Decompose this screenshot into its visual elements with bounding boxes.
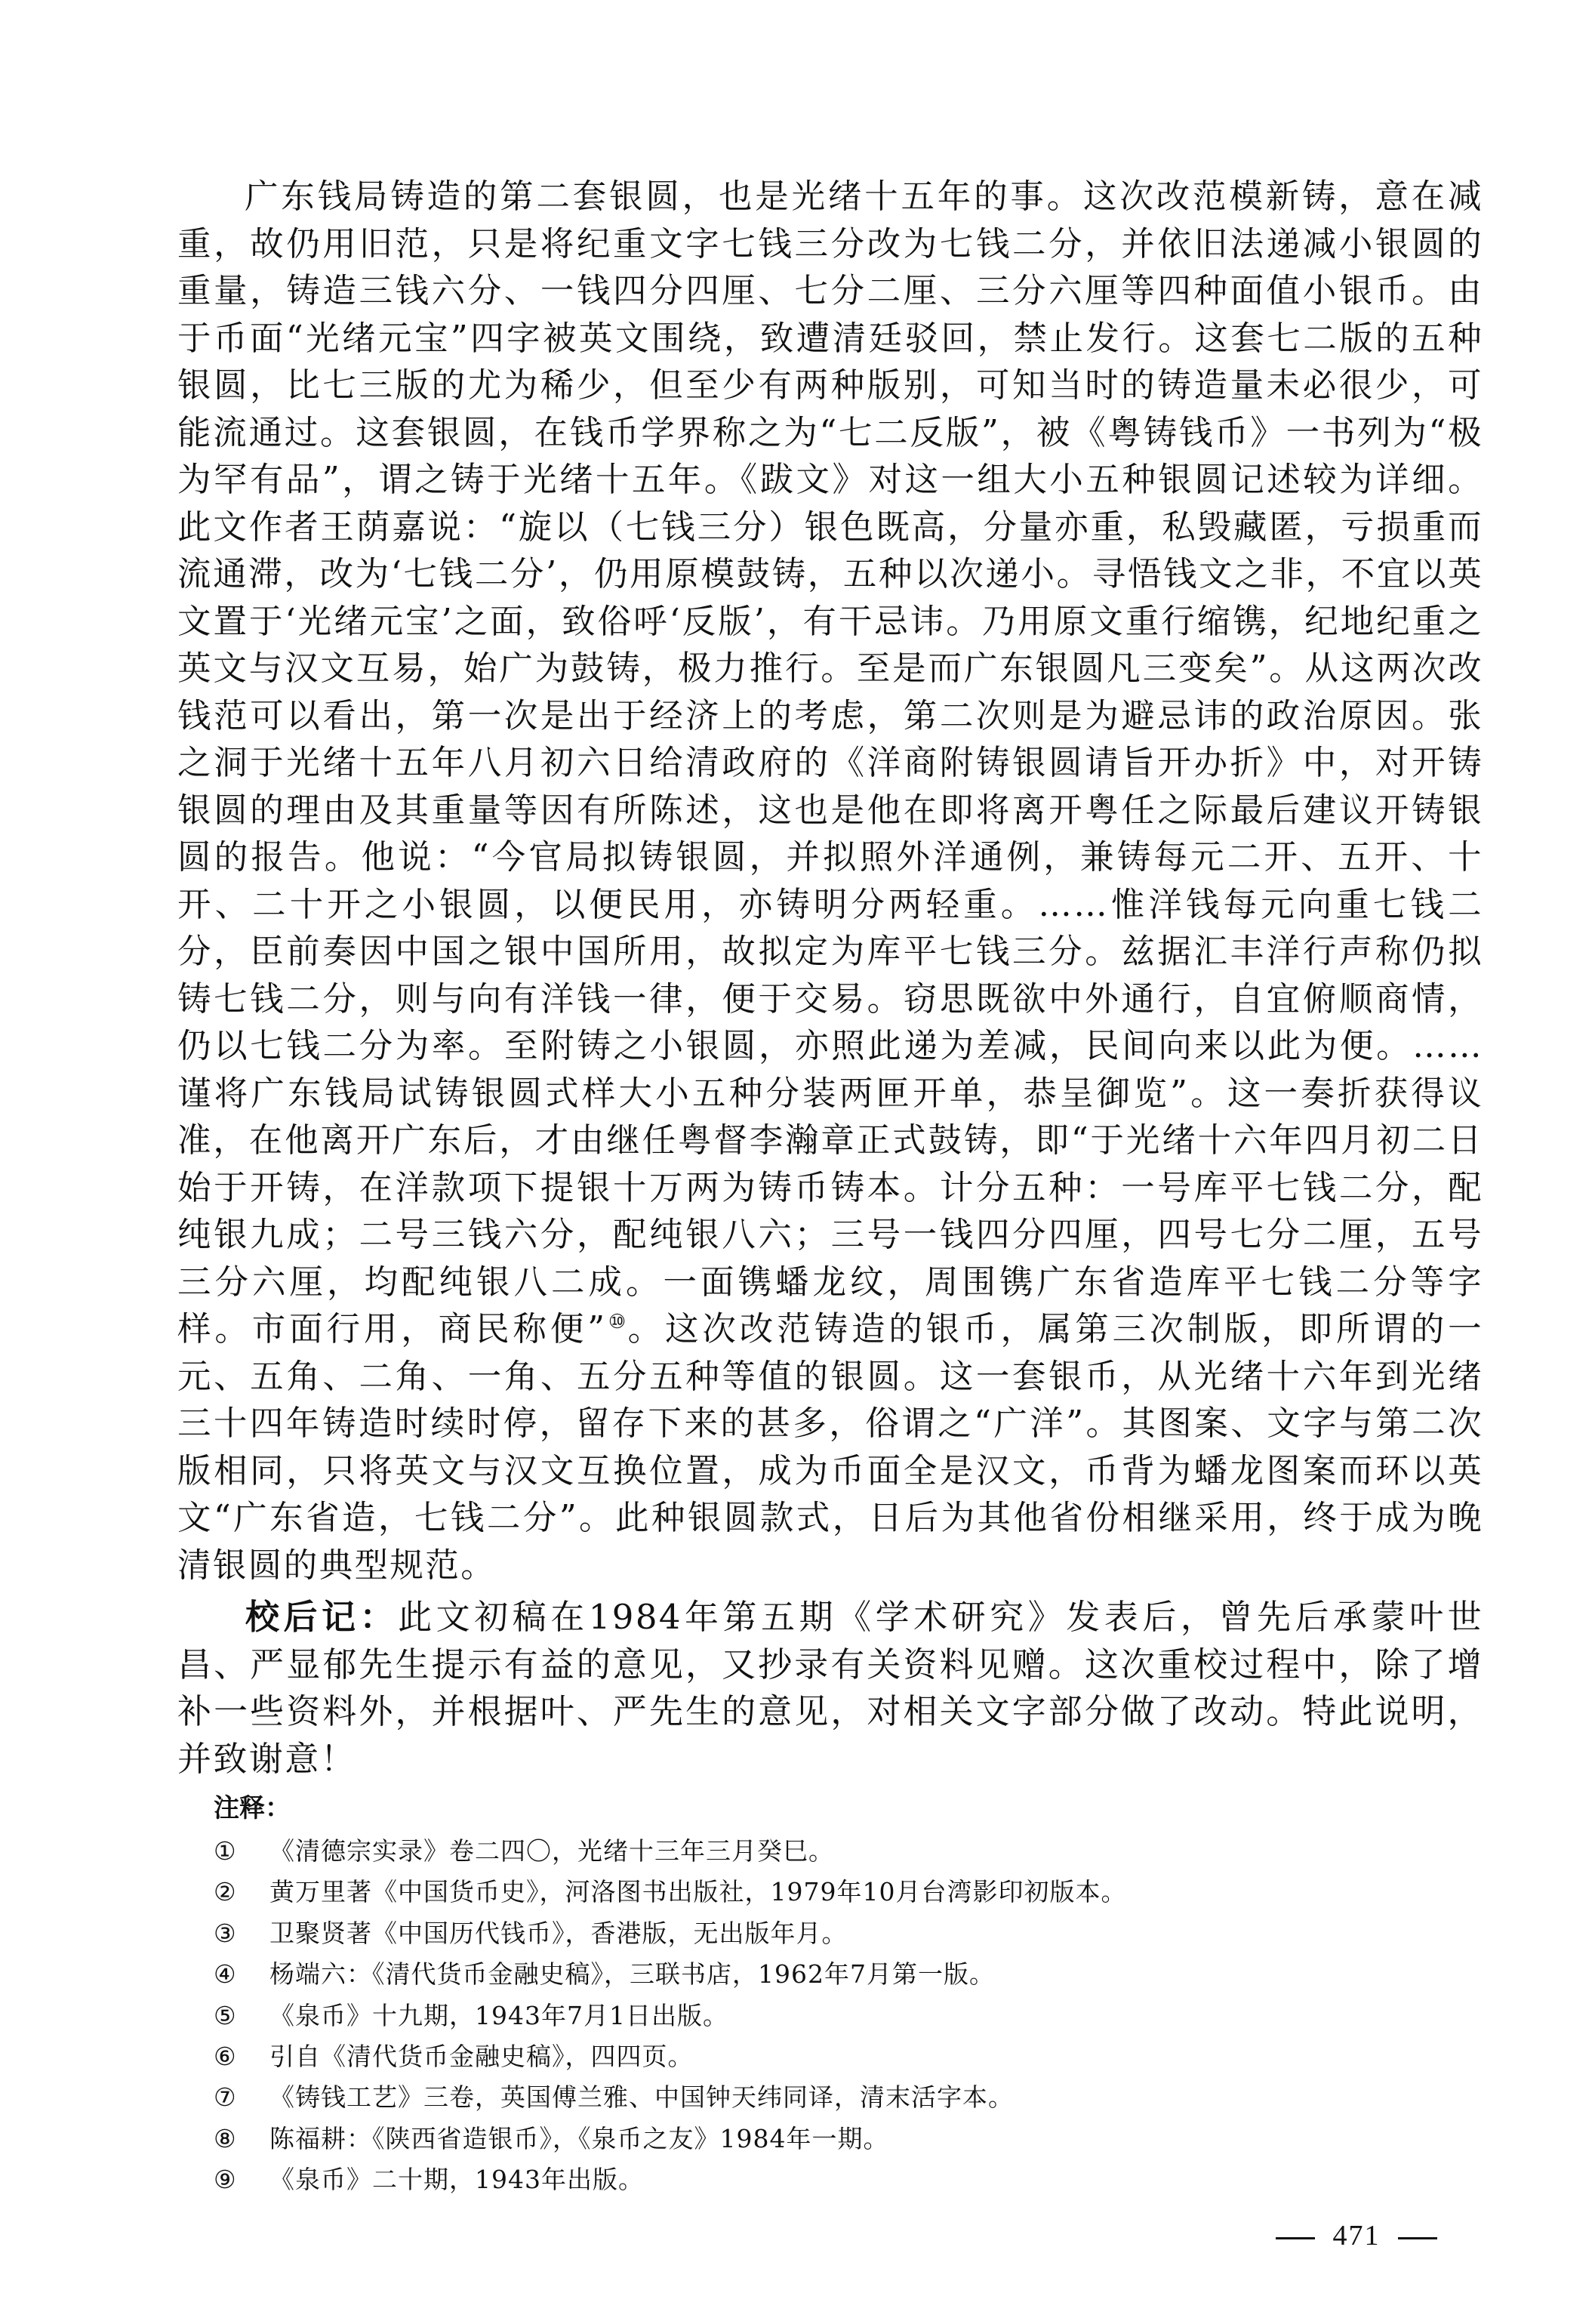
note-marker: ⑧ [214, 2123, 237, 2153]
note-item-1 [214, 1831, 1483, 1872]
note-marker: ② [214, 1877, 237, 1907]
postscript-text: 此文初稿在1984年第五期《学术研究》发表后，曾先后承蒙叶世昌、严显郁先生提示有益的意见，又抄录有关资料见赠。这次重校过程中，除了增补一些资料外，并根据叶、严先生的意见，对相关文字部分做了改动。特此说明，并致谢意！ [177, 1597, 1483, 1779]
note-item-4 [214, 1954, 1483, 1995]
note-marker: ③ [214, 1918, 237, 1948]
note-text: 《泉币》二十期，1943年出版。 [269, 2165, 644, 2195]
page-number [1276, 2217, 1437, 2255]
note-marker: ⑨ [214, 2165, 237, 2195]
note-text: 《清德宗实录》卷二四〇，光绪十三年三月癸巳。 [269, 1836, 834, 1866]
postscript-label: 校后记： [245, 1597, 399, 1637]
note-item-6 [214, 2036, 1483, 2077]
note-item-5 [214, 1996, 1483, 2036]
notes-section [177, 1787, 1483, 2201]
page-number-left-dash [1276, 2237, 1315, 2239]
note-text: 引自《清代货币金融史稿》，四四页。 [269, 2042, 694, 2072]
note-marker: ④ [214, 1959, 237, 1990]
note-item-9 [214, 2159, 1483, 2200]
note-marker: ⑤ [214, 2000, 237, 2030]
page-body [177, 174, 1483, 2201]
note-item-3 [214, 1913, 1483, 1954]
notes-title: 注释： [214, 1793, 291, 1823]
note-marker: ⑦ [214, 2082, 237, 2113]
note-text: 《泉币》十九期，1943年7月1日出版。 [269, 2000, 728, 2030]
page-number-text: 471 [1332, 2220, 1381, 2252]
note-item-2 [214, 1872, 1483, 1913]
page-number-right-dash [1398, 2237, 1437, 2239]
note-item-8 [214, 2119, 1483, 2159]
note-text: 卫聚贤著《中国历代钱币》，香港版，无出版年月。 [269, 1918, 848, 1948]
main-paragraph-text-part-1: 广东钱局铸造的第二套银圆，也是光绪十五年的事。这次改范模新铸，意在减重，故仍用旧范，只是将纪重文字七钱三分改为七钱二分，并依旧法递减小银圆的重量，铸造三钱六分、一钱四分四厘、七分二厘、三分六厘等四种面值小银币。由于币面“光绪元宝”四字被英文围绕，致遭清廷驳回，禁止发行。这套七二版的五种银圆，比七三版的尤为稀少，但至少有两种版别，可知当时的铸造量未必很少，可能流通过。这套银圆，在钱币学界称之为“七二反版”，被《粤铸钱币》一书列为“极为罕有品”，谓之铸于光绪十五年。《跋文》对这一组大小五种银圆记述较为详细。此文作者王荫嘉说：“旋以（七钱三分）银色既高，分量亦重，私毁藏匿，亏损重而流通滞，改为‘七钱二分’，仍用原模鼓铸，五种以次递小。寻悟钱文之非，不宜以英文置于‘光绪元宝’之面，致俗呼‘反版’，有干忌讳。乃用原文重行缩镌，纪地纪重之英文与汉文互易，始广为鼓铸，极力推行。至是而广东银圆凡三变矣”。从这两次改钱范可以看出，第一次是出于经济上的考虑，第二次则是为避忌讳的政治原因。张之洞于光绪十五年八月初六日给清政府的《洋商附铸银圆请旨开办折》中，对开铸银圆的理由及其重量等因有所陈述，这也是他在即将离开粤任之际最后建议开铸银圆的报告。他说：“今官局拟铸银圆，并拟照外洋通例，兼铸每元二开、五开、十开、二十开之小银圆，以便民用，亦铸明分两轻重。……惟洋钱每元向重七钱二分，臣前奏因中国之银中国所用，故拟定为库平七钱三分。兹据汇丰洋行声称仍拟铸七钱二分，则与向有洋钱一律，便于交易。窃思既欲中外通行，自宜俯顺商情，仍以七钱二分为率。至附铸之小银圆，亦照此递为差减，民间向来以此为便。……谨将广东钱局试铸银圆式样大小五种分装两匣开单，恭呈御览”。这一奏折获得议准，在他离开广东后，才由继任粤督李瀚章正式鼓铸，即“于光绪十六年四月初二日始于开铸，在洋款项下提银十万两为铸币铸本。计分五种：一号库平七钱二分，配纯银九成；二号三钱六分，配纯银八六；三号一钱四分四厘，四号七分二厘，五号三分六厘，均配纯银八二成。一面镌蟠龙纹，周围镌广东省造库平七钱二分等字样。市面行用，商民称便” [177, 177, 1483, 1348]
main-paragraph-text-part-2: 。这次改范铸造的银币，属第三次制版，即所谓的一元、五角、二角、一角、五分五种等值的银圆。这一套银币，从光绪十六年到光绪三十四年铸造时续时停，留存下来的甚多，俗谓之“广洋”。其图案、文字与第二次版相同，只将英文与汉文互换位置，成为币面全是汉文，币背为蟠龙图案而环以英文“广东省造，七钱二分”。此种银圆款式，日后为其他省份相继采用，终于成为晚清银圆的典型规范。 [177, 1310, 1483, 1585]
footnote-reference-10: ⑩ [606, 1311, 628, 1334]
postscript-paragraph [177, 1594, 1483, 1783]
note-marker: ⑥ [214, 2042, 237, 2072]
note-text: 杨端六：《清代货币金融史稿》，三联书店，1962年7月第一版。 [269, 1959, 995, 1990]
note-marker: ① [214, 1836, 237, 1866]
note-text: 陈福耕：《陕西省造银币》，《泉币之友》1984年一期。 [269, 2123, 889, 2153]
note-item-7 [214, 2077, 1483, 2118]
notes-list [214, 1831, 1483, 2201]
main-paragraph [177, 174, 1483, 1589]
note-text: 黄万里著《中国货币史》，河洛图书出版社，1979年10月台湾影印初版本。 [269, 1877, 1127, 1907]
note-text: 《铸钱工艺》三卷，英国傅兰雅、中国钟天纬同译，清末活字本。 [269, 2082, 1014, 2113]
